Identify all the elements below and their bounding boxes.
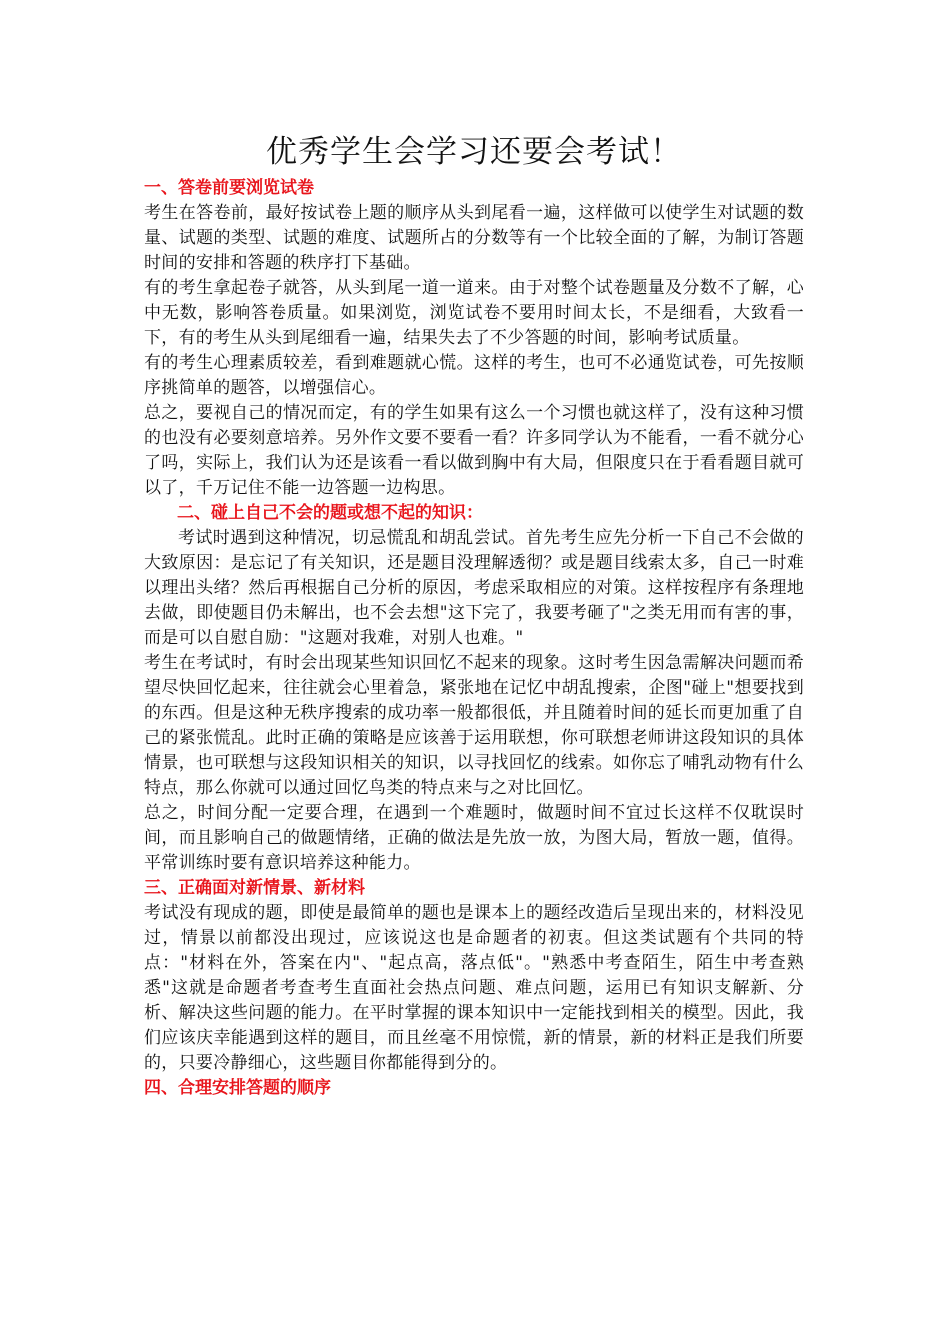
section-1-paragraph-1: 考生在答卷前，最好按试卷上题的顺序从头到尾看一遍，这样做可以使学生对试题的数量、试题的类型、试题的难度、试题所占的分数等有一个比较全面的了解，为制订答题时间的安排和答题的秩序打下基础。 (144, 203, 804, 273)
section-3-paragraph-1: 考试没有现成的题，即使是最简单的题也是课本上的题经改造后呈现出来的，材料没见过，情景以前都没出现过，应该说这也是命题者的初衷。但这类试题有个共同的特点："材料在外，答案在内"、"起点高，落点低"。"熟悉中考查陌生，陌生中考查熟悉"这就是命题者考查考生直面社会热点问题、难点问题，运用已有知识支解新、分析、解决这些问题的能力。在平时掌握的课本知识中一定能找到相关的模型。因此，我们应该庆幸能遇到这样的题目，而且丝毫不用惊慌，新的情景，新的材料正是我们所要的，只要冷静细心，这些题目你都能得到分的。 (144, 903, 804, 1073)
section-4-heading: 四、合理安排答题的顺序 (144, 1078, 331, 1098)
section-1-heading: 一、答卷前要浏览试卷 (144, 178, 314, 198)
section-3-heading: 三、正确面对新情景、新材料 (144, 878, 365, 898)
section-2-paragraph-1: 考试时遇到这种情况，切忌慌乱和胡乱尝试。首先考生应先分析一下自己不会做的大致原因：是忘记了有关知识，还是题目没理解透彻？或是题目线索太多，自己一时难以理出头绪？然后再根据自己分析的原因，考虑采取相应的对策。这样按程序有条理地去做，即使题目仍未解出，也不会去想"这下完了，我要考砸了"之类无用而有害的事，而是可以自慰自励："这题对我难，对别人也难。" (144, 528, 804, 648)
document-page (144, 128, 804, 1101)
section-1-paragraph-4: 总之，要视自己的情况而定，有的学生如果有这么一个习惯也就这样了，没有这种习惯的也没有必要刻意培养。另外作文要不要看一看？许多同学认为不能看，一看不就分心了吗，实际上，我们认为还是该看一看以做到胸中有大局，但限度只在于看看题目就可以了，千万记住不能一边答题一边构思。 (144, 403, 804, 498)
document-title: 优秀学生会学习还要会考试！ (266, 134, 682, 170)
section-2 (144, 501, 804, 876)
section-2-paragraph-2: 考生在考试时，有时会出现某些知识回忆不起来的现象。这时考生因急需解决问题而希望尽快回忆起来，往往就会心里着急，紧张地在记忆中胡乱搜索，企图"碰上"想要找到的东西。但是这种无秩序搜索的成功率一般都很低，并且随着时间的延长而更加重了自己的紧张慌乱。此时正确的策略是应该善于运用联想，你可联想老师讲这段知识的具体情景，也可联想与这段知识相关的知识，以寻找回忆的线索。如你忘了哺乳动物有什么特点，那么你就可以通过回忆鸟类的特点来与之对比回忆。 (144, 653, 804, 798)
section-1-paragraph-3: 有的考生心理素质较差，看到难题就心慌。这样的考生，也可不必通览试卷，可先按顺序挑简单的题答，以增强信心。 (144, 353, 804, 398)
section-2-heading: 二、碰上自己不会的题或想不起的知识： (177, 503, 483, 523)
section-1-paragraph-2: 有的考生拿起卷子就答，从头到尾一道一道来。由于对整个试卷题量及分数不了解，心中无数，影响答卷质量。如果浏览，浏览试卷不要用时间太长，不是细看，大致看一下，有的考生从头到尾细看一遍，结果失去了不少答题的时间，影响考试质量。 (144, 278, 804, 348)
section-3 (144, 876, 804, 1076)
section-4 (144, 1076, 804, 1101)
section-1 (144, 176, 804, 501)
section-2-paragraph-3: 总之，时间分配一定要合理，在遇到一个难题时，做题时间不宜过长这样不仅耽误时间，而且影响自己的做题情绪，正确的做法是先放一放，为图大局，暂放一题，值得。平常训练时要有意识培养这种能力。 (144, 803, 804, 873)
